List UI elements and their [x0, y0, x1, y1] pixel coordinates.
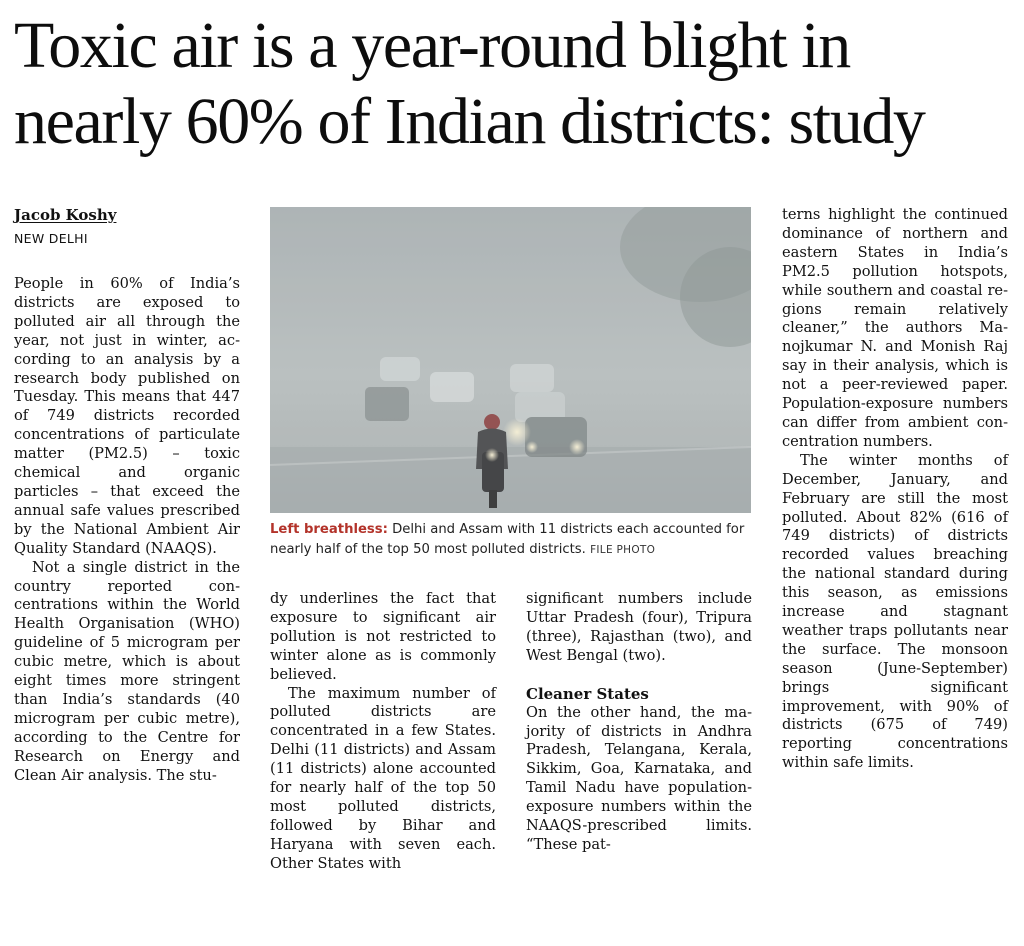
paragraph: terns highlight the continued dominance of northern and eastern States in India’s PM2.5 pollution hotspots, while southern and coastal regions remain relatively cleaner,” the authors Manojkumar N. and Monish Raj say in their analysis, which is not a peer-reviewed paper. Population-exposure numbers can differ from ambient concentration numbers.: [782, 206, 1008, 450]
photo-caption: [270, 520, 755, 560]
smog-road-photo: [270, 207, 751, 513]
caption-lead: Left breathless:: [270, 522, 388, 537]
article-column-2: [270, 590, 496, 874]
caption-text: Delhi and Assam with 11 districts each accounted for nearly half of the top 50 most polluted districts.: [270, 522, 745, 557]
paragraph: The maximum number of polluted districts are concentrated in a few States. Delhi (11 districts) and Assam (11 districts) alone accounted for nearly half of the top 50 most polluted districts, followed by Bihar and Haryana with seven each. Other States with: [270, 684, 496, 872]
headline: [14, 8, 1014, 160]
dateline: NEW DELHI: [14, 231, 88, 246]
caption-credit: FILE PHOTO: [590, 544, 656, 556]
paragraph: dy underlines the fact that exposure to significant air pollution is not restricted to winter alone as is commonly believed.: [270, 590, 496, 683]
paragraph: The winter months of December, January, and February are still the most polluted. About 82% (616 of 749 districts) of districts recorded values breaching the national standard during this season, as emissions increase and stagnant weather traps pollutants near the surface. The monsoon season (June-September) brings significant improvement, with 90% of districts (675 of 749) reporting concentrations within safe limits.: [782, 451, 1008, 772]
headline-line-2: nearly 60% of Indian districts: study: [14, 85, 925, 158]
article-column-3: [526, 590, 752, 855]
subhead-cleaner-states: Cleaner States: [526, 684, 649, 703]
paragraph: People in 60% of India’s districts are exposed to polluted air all through the year, not just in winter, according to an analysis by a research body published on Tuesday. This means that 447 of 749 districts recorded concentrations of particulate matter (PM2.5) – toxic chemical and organic particles – that exceed the annual safe values prescribed by the National Ambient Air Quality Standard (NAAQS).: [14, 275, 240, 557]
paragraph: Not a single district in the country reported concentrations within the World Health Organisation (WHO) guideline of 5 microgram per cubic metre, which is about eight times more stringent than India’s standards (40 microgram per cubic metre), according to the Centre for Research on Energy and Clean Air analysis. The stu-: [14, 558, 240, 784]
article-column-4: [782, 206, 1008, 773]
article-column-1: [14, 275, 240, 785]
paragraph: significant numbers include Uttar Pradesh (four), Tripura (three), Rajasthan (two), and West Bengal (two).: [526, 590, 752, 664]
byline: Jacob Koshy: [14, 206, 117, 224]
paragraph: On the other hand, the majority of districts in Andhra Pradesh, Telangana, Kerala, Sikkim, Goa, Karnataka, and Tamil Nadu have population-exposure numbers within the NAAQS-prescribed limits. “These pat-: [526, 703, 752, 853]
headline-line-1: Toxic air is a year-round blight in: [14, 9, 850, 82]
news-photo: [270, 207, 751, 513]
